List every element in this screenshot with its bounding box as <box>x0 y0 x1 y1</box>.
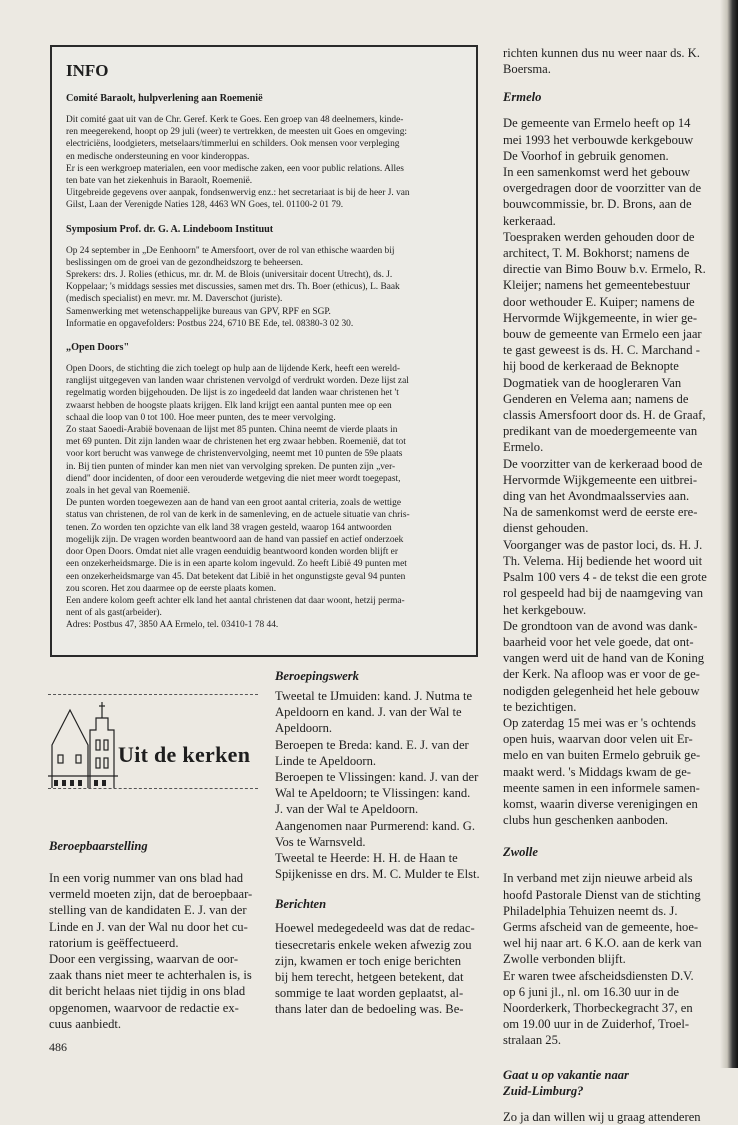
logo-bottom-rule <box>48 788 258 789</box>
column-middle <box>275 668 497 1018</box>
info-box <box>50 45 478 657</box>
column-right <box>503 45 717 1125</box>
heading-ermelo: Ermelo <box>503 90 542 105</box>
heading-berichten: Berichten <box>275 897 327 912</box>
page-edge-shadow <box>720 0 738 1068</box>
body-ermelo: De gemeente van Ermelo heeft op 14 mei 1993 het verbouwde kerkgebouw De Voorhof in gebruik genomen. In een samenkomst werd het gebouw overgedragen door de voorzitter van de bouwcommissie, br. D. Brons, aan de kerkeraad. Toespraken werden gehouden door de architect, T. M. Bokhorst; namens de directie van Bimo Bouw b.v. Ermelo, R. Kleijer; namens het gemeentebestuur door wethouder E. Kuiper; namens de Hervormde Wijkgemeente, in wier ge- bouw de gemeente van Ermelo een jaar te gast geweest is ds. H. C. Marchand - hij bood de kerkeraad de Beknopte Dogmatiek van de hoogleraren Van Genderen en Velema aan; namens de classis Amersfoort door ds. H. de Graaf, predikant van de moedergemeente van Ermelo. De voorzitter van de kerkeraad bood de Hervormde Wijkgemeente een uitbrei- ding van het Avondmaalsservies aan. Na de samenkomst werd de eerste ere- dienst gehouden. Voorganger was de pastor loci, ds. H. J. Th. Velema. Hij bediende het woord uit Psalm 100 vers 4 - de tekst die een grote rol gespeeld had bij de naamgeving van het kerkgebouw. De grondtoon van de avond was dank- baarheid voor het vele goede, dat ont- vangen werd uit de hand van de Koning der Kerk. Na afloop was er voor de ge- nodigden gelegenheid het hele gebouw te bezichtigen. Op zaterdag 15 mei was er 's ochtends open huis, waarvan door velen uit Er- melo en van buiten Ermelo gebruik ge- maakt werd. 's Middags kwam de ge- meente samen in een informele samen- komst, waarin diverse verenigingen en clubs hun geschenken aanboden. <box>503 116 707 828</box>
info-title: INFO <box>66 61 109 80</box>
uit-de-kerken-logo <box>48 690 258 802</box>
body-beroepbaarstelling: In een vorig nummer van ons blad had vermeld moeten zijn, dat de beroepbaar- stelling van de kandidaten E. J. van der Linde en J. van der Wal nu door het cu- ratorium is geëffectueerd. Door een vergissing, waarvan de oor- zaak thans niet meer te achterhalen is, is dit bericht helaas niet tijdig in ons blad opgenomen, waarvoor de redactie ex- cuus aanbiedt. <box>49 871 253 1031</box>
info-heading-open-doors: „Open Doors" <box>66 342 130 354</box>
body-berichten: Hoewel medegedeeld was dat de redac- tiesecretaris enkele weken afwezig zou zijn, kwamen er toch enige berichten bij hem terecht, hetgeen betekent, dat sommige te laat worden geplaatst, al- thans later dan de bedoeling was. Be- <box>275 921 475 1017</box>
heading-beroepbaarstelling: Beroepbaarstelling <box>49 839 148 853</box>
info-heading-symposium: Symposium Prof. dr. G. A. Lindeboom Instituut <box>66 223 274 235</box>
body-vakantie: Zo ja dan willen wij u graag attenderen <box>503 1109 701 1124</box>
info-heading-baraolt: Comité Baraolt, hulpverlening aan Roemenië <box>66 93 263 104</box>
church-icon <box>48 700 118 790</box>
heading-zwolle: Zwolle <box>503 845 538 860</box>
body-beroepingswerk: Tweetal te IJmuiden: kand. J. Nutma te Apeldoorn en kand. J. van der Wal te Apeldoorn. Beroepen te Breda: kand. E. J. van der Linde te Apeldoorn. Beroepen te Vlissingen: kand. J. van der Wal te Apeldoorn; te Vlissingen: kand. J. van der Wal te Apeldoorn. Aangenomen naar Purmerend: kand. G. Vos te Warnsveld. Tweetal te Heerde: H. H. de Haan te Spijkenisse en drs. M. C. Mulder te Elst. <box>275 689 480 882</box>
info-body-symposium: Op 24 september in „De Eenhoorn" te Amersfoort, over de rol van ethische waarden bij beslissingen om de groei van de gezondheidszorg te beheersen. Sprekers: drs. J. Rolies (ethicus, mr. dr. M. de Blois (universitair docent Utrecht), ds. J. Koppelaar; 's middags sessies met discussies, samen met drs. Th. Boer (ethicus), L. Baak (medisch specialist) en mevr. mr. M. Daverschot (juriste). Samenwerking met wetenschappelijke bureaus van GPV, RPF en SGP. Informatie en opgavefolders: Postbus 224, 6710 BE Ede, tel. 08380-3 02 30. <box>66 245 400 329</box>
body-berichten-continued: richten kunnen dus nu weer naar ds. K. Boersma. <box>503 46 700 77</box>
page-number: 486 <box>49 1040 67 1054</box>
logo-top-rule <box>48 694 258 695</box>
uit-de-kerken-title: Uit de kerken <box>118 742 251 767</box>
body-zwolle: In verband met zijn nieuwe arbeid als hoofd Pastorale Dienst van de stichting Philadelphia Tehuizen neemt ds. J. Germs afscheid van de gemeente, hoe- wel hij naar art. 6 K.O. aan de kerk van Zwolle verbonden blijft. Er waren twee afscheidsdiensten D.V. op 6 juni jl., nl. om 16.30 uur in de Noorderkerk, Thorbeckegracht 37, en om 19.00 uur in de Zuiderhof, Troel- stralaan 25. <box>503 871 702 1048</box>
heading-vakantie: Gaat u op vakantie naar Zuid-Limburg? <box>503 1067 629 1098</box>
info-body-baraolt: Dit comité gaat uit van de Chr. Geref. Kerk te Goes. Een groep van 48 deelnemers, kinde- ren meegerekend, hoopt op 29 juli (weer) te vertrekken, de meesten uit Goes en omgeving: electriciëns, loodgieters, metselaars/timmerlui en schilders. Ook mensen voor verpleging en medische ondersteuning en voor kinderoppas. Er is een werkgroep materialen, een voor medische zaken, een voor public relations. Alles ten bate van het ziekenhuis in Baraolt, Roemenië. Uitgebreide gegevens over aanpak, fondsenwervig enz.: het secretariaat is bij de heer J. van Gilst, Laan der Verenigde Naties 128, 4463 WN Goes, tel. 01100-2 01 79. <box>66 115 410 211</box>
column-left <box>49 838 261 1032</box>
heading-beroepingswerk: Beroepingswerk <box>275 669 359 683</box>
info-body-open-doors: Open Doors, de stichting die zich toelegt op hulp aan de lijdende Kerk, heeft een wereld- ranglijst uitgegeven van landen waar christenen vervolgd of verdrukt worden. Deze lijst zal regelmatig worden bijgehouden. De lijst is zo ingedeeld dat landen waar christenen het 't zwaarst hebben de hoogste plaats krijgen. Elk land krijgt een aantal punten mee op een schaal die loop van 0 tot 100. Hoe meer punten, des te meer vervolging. Zo staat Saoedi-Arabië bovenaan de lijst met 85 punten. China neemt de vierde plaats in met 69 punten. Dit zijn landen waar de christenen het erg zwaar hebben. Roemenië, dat tot voor kort berucht was vanwege de christenvervolging, neemt met 10 punten de 59e plaats in. Bij tien punten of minder kan men niet van vervolging spreken. De punten zijn „ver- diend" door incidenten, of door een verouderde wetgeving die niet meer wordt toegepast, zoals in het geval van Roemenië. De punten worden toegewezen aan de hand van een groot aantal criteria, zoals de wettige status van christenen, de rol van de kerk in de samenleving, en de actuele situatie van chris- tenen. Zo worden ten opzichte van elk land 38 vragen gesteld, waarop 164 antwoorden mogelijk zijn. De vragen worden beantwoord aan de hand van passief en actief onderzoek door Open Doors. Omdat niet alle vragen eenduidig beantwoord konden worden blijft er een onzekerheidsmarge. Die is in een aparte kolom ingevuld. Zo heeft Libië 49 punten met een onzekerheidsmarge van 45. Dat betekent dat Libië in het ongunstigste geval 94 punten zou scoren. Het zou daarmee op de eerste plaats komen. Een andere kolom geeft achter elk land het aantal christenen dat daar woont, hetzij perma- nent of als gast(arbeider). Adres: Postbus 47, 3850 AA Ermelo, tel. 03410-1 78 44. <box>66 364 410 631</box>
